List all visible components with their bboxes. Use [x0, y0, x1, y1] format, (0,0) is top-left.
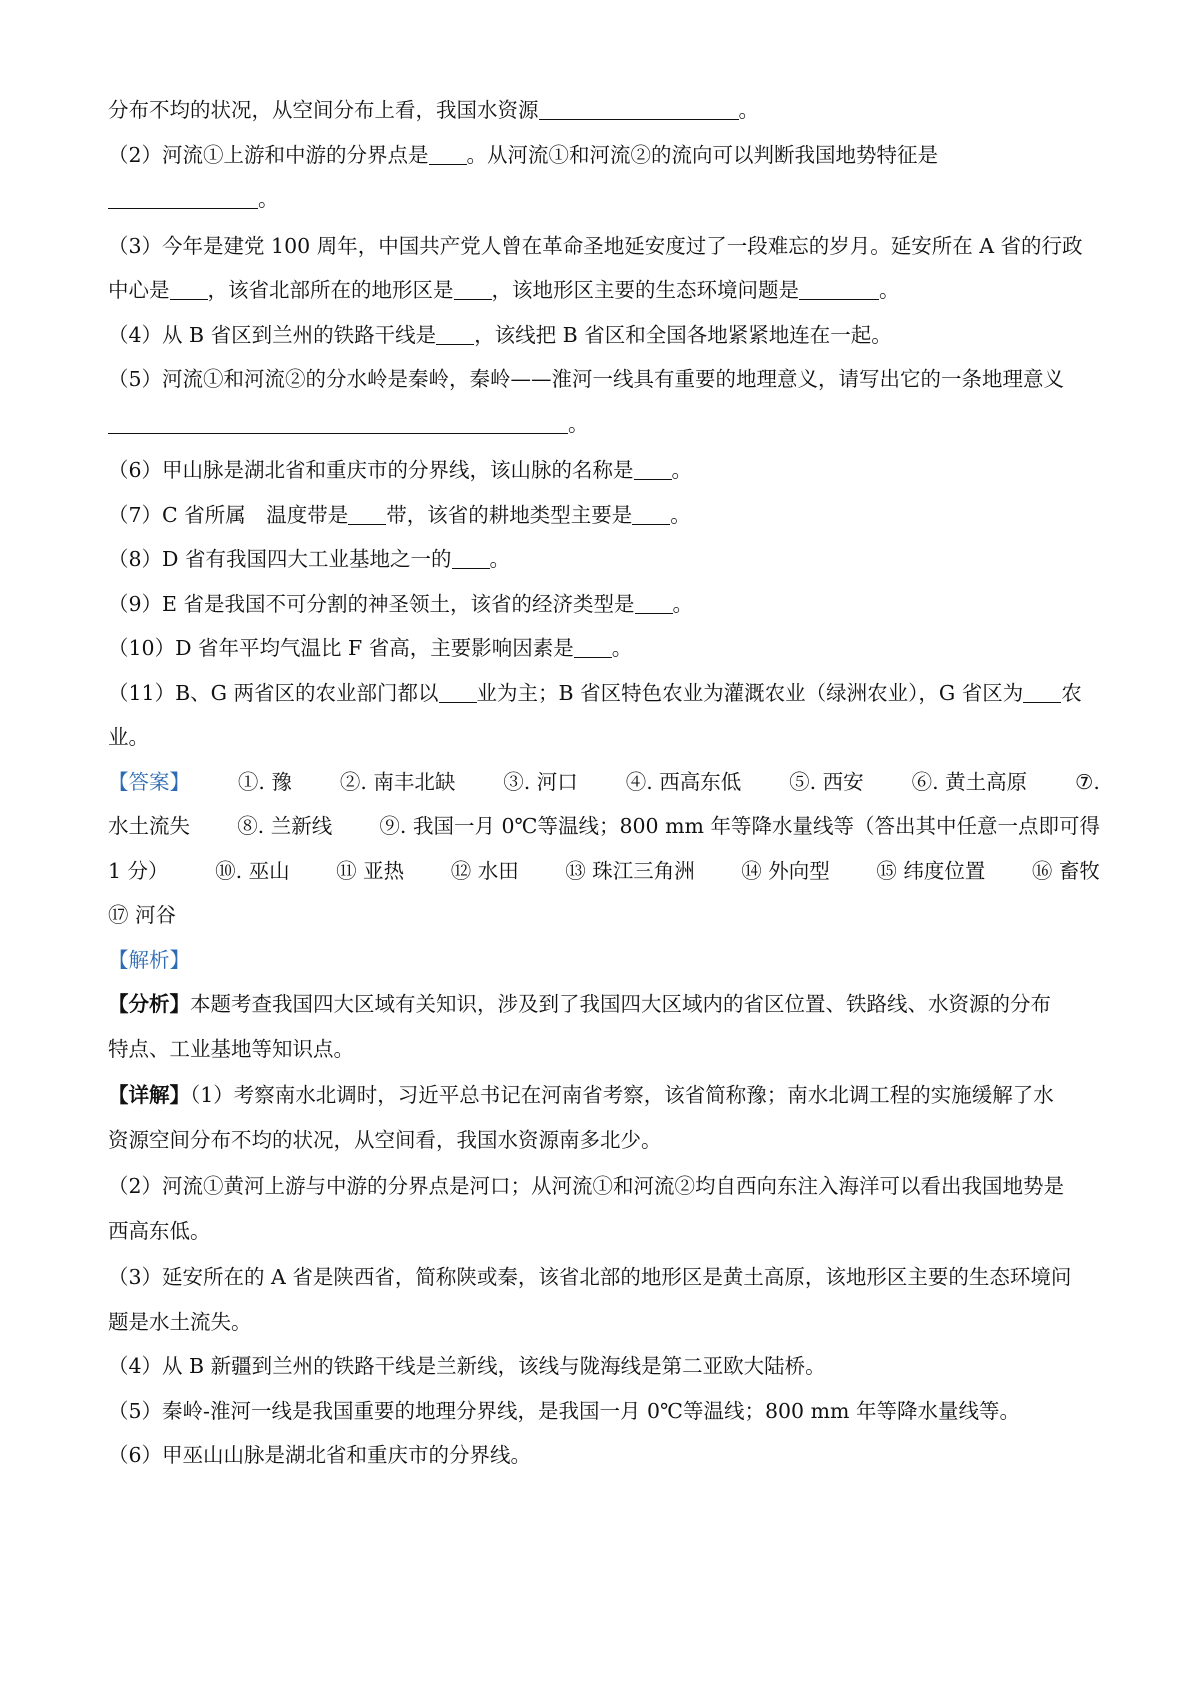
question-2-line-1: （2）河流①上游和中游的分界点是 。从河流①和河流②的流向可以判断我国地势特征是	[108, 142, 939, 167]
question-3-line-2: 中心是 ，该省北部所在的地形区是 ，该地形区主要的生态环境问题是 。	[108, 278, 900, 302]
question-11-line-2: 业。	[108, 725, 149, 749]
answer-item: ⑪ 亚热	[336, 858, 405, 883]
question-5-line-2: 。	[108, 402, 1100, 447]
answer-item: ⑮ 纬度位置	[876, 858, 986, 883]
question-8-line: （8）D 省有我国四大工业基地之一的 。	[108, 547, 510, 571]
answer-blank	[436, 322, 474, 345]
question-intro-line: 分布不均的状况，从空间分布上看，我国水资源 。	[108, 98, 759, 122]
answer-item: ⑤. 西安	[789, 769, 864, 794]
answer-blank	[634, 457, 672, 480]
answer-blank	[454, 277, 492, 300]
answer-item: ⑧. 兰新线	[237, 814, 333, 838]
question-10-line: （10）D 省年平均气温比 F 省高，主要影响因素是 。	[108, 636, 633, 660]
detail-5-line: （5）秦岭-淮河一线是我国重要的地理分界线，是我国一月 0℃等温线；800 mm 年等降水量线等。	[108, 1398, 1020, 1423]
question-7-line: （7）C 省所属 温度带是 带，该省的耕地类型主要是 。	[108, 502, 691, 527]
analysis-label: 【解析】	[108, 947, 190, 972]
answers-row-2	[108, 804, 1100, 849]
fenxi-line-1: 【分析】本题考查我国四大区域有关知识，涉及到了我国四大区域内的省区位置、铁路线、水资源的分布	[108, 992, 1051, 1016]
xiangjie-label: 【详解】	[108, 1083, 190, 1107]
answer-item: 1 分）	[108, 858, 169, 883]
answer-item: ③. 河口	[503, 769, 578, 794]
answer-item: 水土流失	[108, 814, 190, 838]
question-6-line: （6）甲山脉是湖北省和重庆市的分界线，该山脉的名称是 。	[108, 458, 693, 482]
answer-item: ④. 西高东低	[625, 769, 742, 794]
answer-blank	[439, 680, 477, 703]
detail-1-line-2: 资源空间分布不均的状况，从空间看，我国水资源南多北少。	[108, 1127, 662, 1152]
answer-blank	[632, 502, 670, 525]
answer-blank	[635, 591, 673, 614]
answer-item: ⑨. 我国一月 0℃等温线；800 mm 年等降水量线等（答出其中任意一点即可得	[379, 814, 1100, 838]
question-9-line: （9）E 省是我国不可分割的神圣领土，该省的经济类型是 。	[108, 591, 694, 616]
question-11-line-1: （11）B、G 两省区的农业部门都以 业为主；B 省区特色农业为灌溉农业（绿洲农业），G 省区为 农	[108, 680, 1082, 705]
answer-blank	[429, 142, 467, 165]
answer-blank	[108, 186, 258, 209]
answer-item: ⑥. 黄土高原	[911, 769, 1028, 794]
answer-item: ①. 豫	[237, 769, 292, 794]
answer-blank	[1023, 680, 1061, 703]
detail-3-line-1: （3）延安所在的 A 省是陕西省，简称陕或秦，该省北部的地形区是黄土高原，该地形区主要的生态环境问	[108, 1265, 1072, 1289]
answer-item: ⑩. 巫山	[215, 858, 290, 883]
answer-label: 【答案】	[108, 769, 190, 794]
answers-row-1	[108, 760, 1100, 805]
detail-4-line: （4）从 B 新疆到兰州的铁路干线是兰新线，该线与陇海线是第二亚欧大陆桥。	[108, 1354, 826, 1378]
answer-item: ⑬ 珠江三角洲	[565, 858, 695, 883]
answer-blank	[348, 502, 386, 525]
answer-item: ⑫ 水田	[450, 858, 519, 883]
detail-3-line-2: 题是水土流失。	[108, 1309, 252, 1334]
answer-blank	[799, 277, 879, 300]
answer-blank	[170, 277, 208, 300]
answer-item: ⑭ 外向型	[741, 858, 830, 883]
answer-blank	[452, 546, 490, 569]
answer-item: ②. 南丰北缺	[339, 769, 456, 794]
detail-6-line: （6）甲巫山山脉是湖北省和重庆市的分界线。	[108, 1443, 532, 1467]
question-4-line: （4）从 B 省区到兰州的铁路干线是 ，该线把 B 省区和全国各地紧紧地连在一起。	[108, 322, 892, 347]
detail-2-line-2: 西高东低。	[108, 1218, 211, 1243]
answers-row-4: ⑰ 河谷	[108, 903, 177, 927]
answer-blank	[574, 635, 612, 658]
fenxi-label: 【分析】	[108, 992, 190, 1016]
answer-item: ⑦.	[1075, 769, 1100, 794]
answer-item: ⑯ 畜牧	[1031, 858, 1100, 883]
question-2-line-2: 。	[108, 177, 1100, 222]
question-3-line-1: （3）今年是建党 100 周年，中国共产党人曾在革命圣地延安度过了一段难忘的岁月。延安所在 A 省的行政	[108, 233, 1083, 258]
detail-2-line-1: （2）河流①黄河上游与中游的分界点是河口；从河流①和河流②均自西向东注入海洋可以看出我国地势是	[108, 1174, 1065, 1198]
detail-1-line-1: 【详解】（1）考察南水北调时，习近平总书记在河南省考察，该省简称豫；南水北调工程的实施缓解了水	[108, 1083, 1054, 1107]
answer-blank	[539, 97, 739, 120]
answer-blank	[108, 411, 568, 434]
question-5-line-1: （5）河流①和河流②的分水岭是秦岭，秦岭——淮河一线具有重要的地理意义，请写出它的一条地理意义	[108, 367, 1065, 391]
fenxi-line-2: 特点、工业基地等知识点。	[108, 1036, 354, 1061]
answers-row-3	[108, 849, 1100, 894]
